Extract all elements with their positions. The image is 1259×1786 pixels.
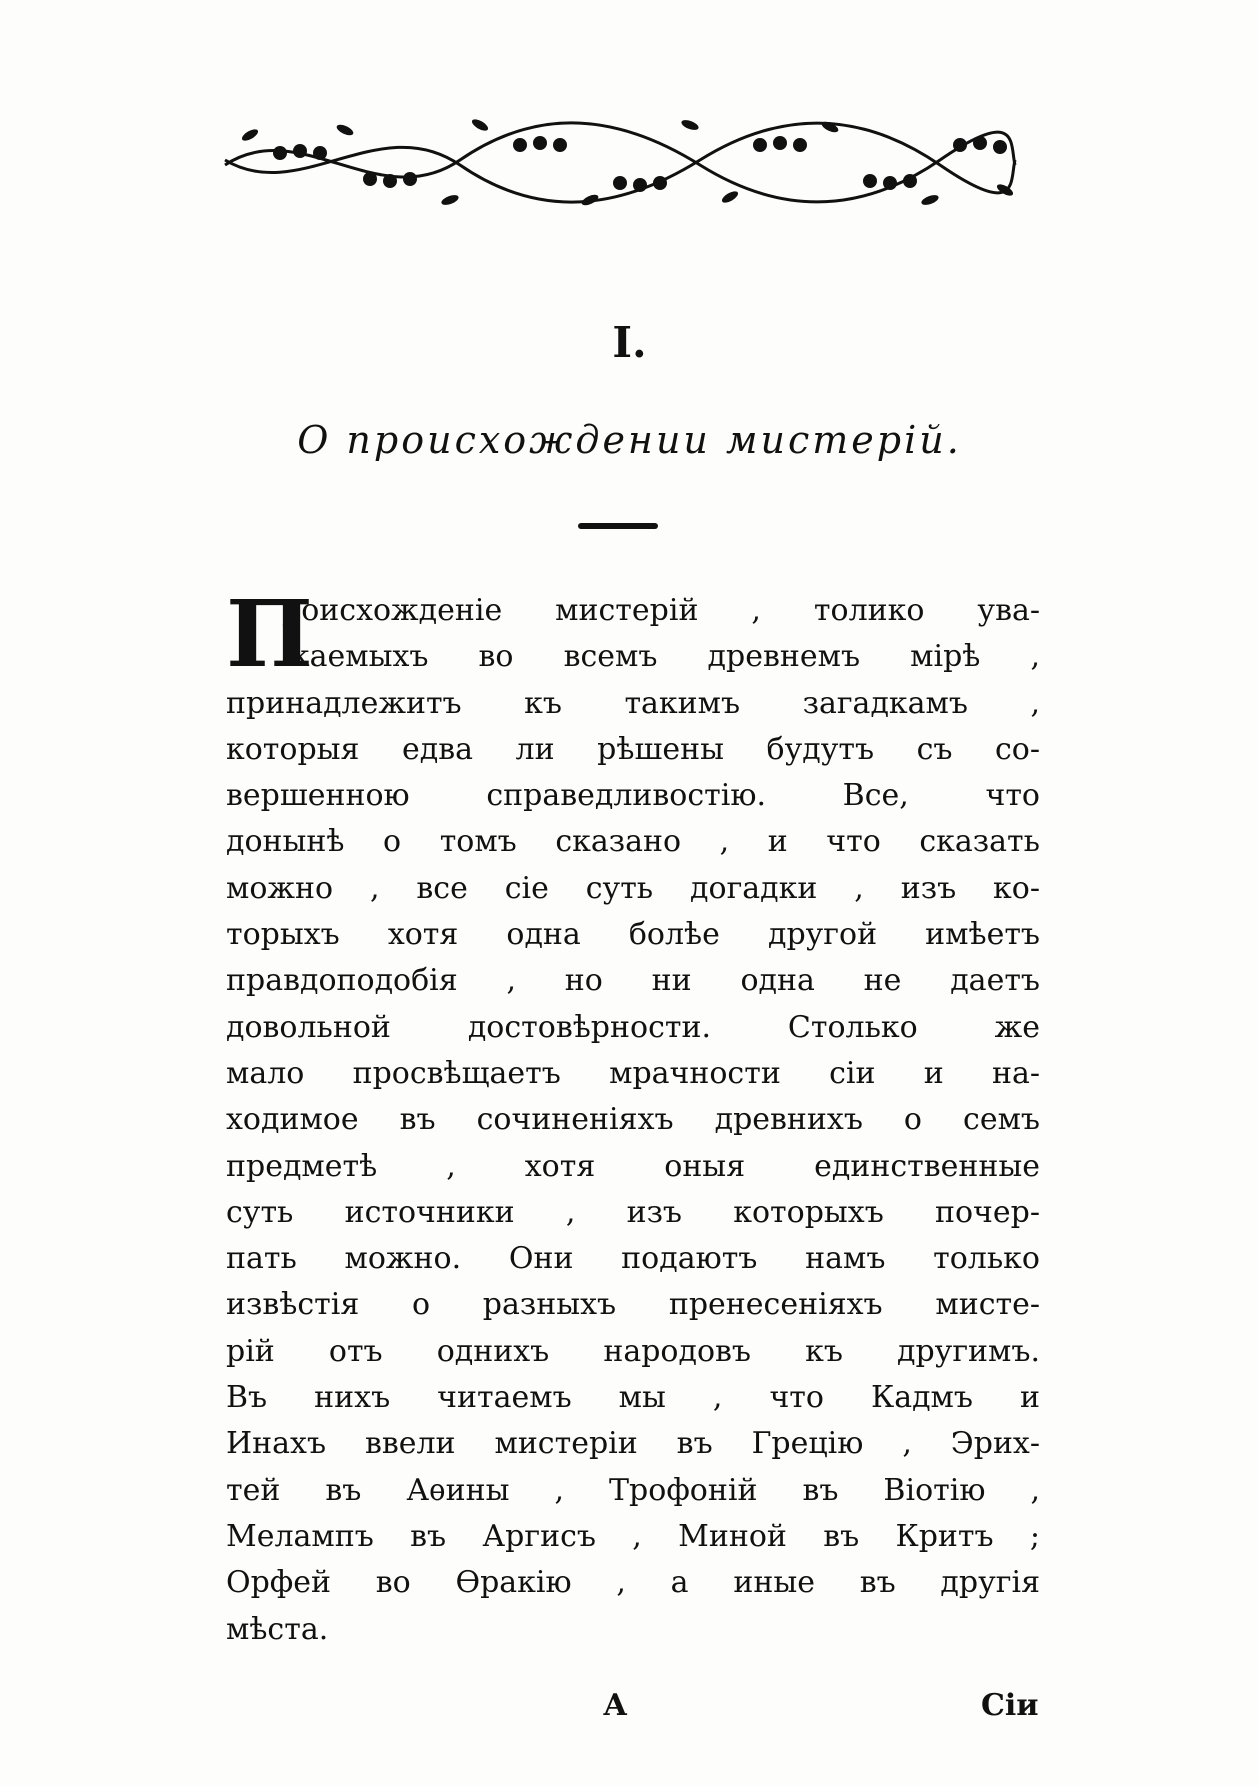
text-line: пать можно. Они подаютъ намъ только <box>226 1241 1040 1277</box>
text-line: вершенною справедливостію. Все, что <box>226 778 1040 814</box>
text-line: торыхъ хотя одна болѣе другой имѣетъ <box>226 917 1040 953</box>
catchword: Сіи <box>981 1688 1039 1723</box>
text-line: которыя едва ли рѣшены будутъ съ со- <box>226 731 1040 767</box>
body-text <box>226 580 1040 1653</box>
text-line: рій отъ однихъ народовъ къ другимъ. <box>226 1333 1040 1369</box>
text-line: Инахъ ввели мистеріи въ Грецію , Эрих- <box>226 1426 1040 1462</box>
chapter-title: О происхождении мистерій. <box>297 418 962 462</box>
signature-mark: А <box>603 1688 628 1723</box>
text-line: Орфей во Ѳракію , а иные въ другія <box>226 1565 1040 1601</box>
text-line: жаемыхъ во всемъ древнемъ мірѣ , <box>282 639 1040 675</box>
text-line: извѣстія о разныхъ пренесеніяхъ мисте- <box>226 1287 1040 1323</box>
text-line: донынѣ о томъ сказано , и что сказать <box>226 824 1040 860</box>
text-line: мало просвѣщаетъ мрачности сіи и на- <box>226 1055 1040 1091</box>
text-line: Мелампъ въ Аргисъ , Миной въ Критъ ; <box>226 1518 1040 1554</box>
text-line: принадлежитъ къ такимъ загадкамъ , <box>226 685 1040 721</box>
text-line: роисхожденіе мистерій , толико ува- <box>282 593 1040 628</box>
title-rule <box>578 523 658 529</box>
text-line: можно , все сіе суть догадки , изъ ко- <box>226 870 1040 906</box>
text-line: предметѣ , хотя оныя единственные <box>226 1148 1040 1184</box>
chapter-number: I. <box>612 318 647 367</box>
text-line: мѣста. <box>226 1611 329 1647</box>
text-line: правдоподобія , но ни одна не даетъ <box>226 963 1040 999</box>
drop-cap: П <box>226 580 313 688</box>
text-line: суть источники , изъ которыхъ почер- <box>226 1194 1040 1230</box>
text-line: довольной достовѣрности. Столько же <box>226 1009 1040 1045</box>
text-line: Въ нихъ читаемъ мы , что Кадмъ и <box>226 1380 1040 1416</box>
text-line: тей въ Аѳины , Трофоній въ Віотію , <box>226 1472 1040 1508</box>
text-line: ходимое въ сочиненіяхъ древнихъ о семъ <box>226 1102 1040 1138</box>
floral-ornament-icon <box>220 105 1020 215</box>
